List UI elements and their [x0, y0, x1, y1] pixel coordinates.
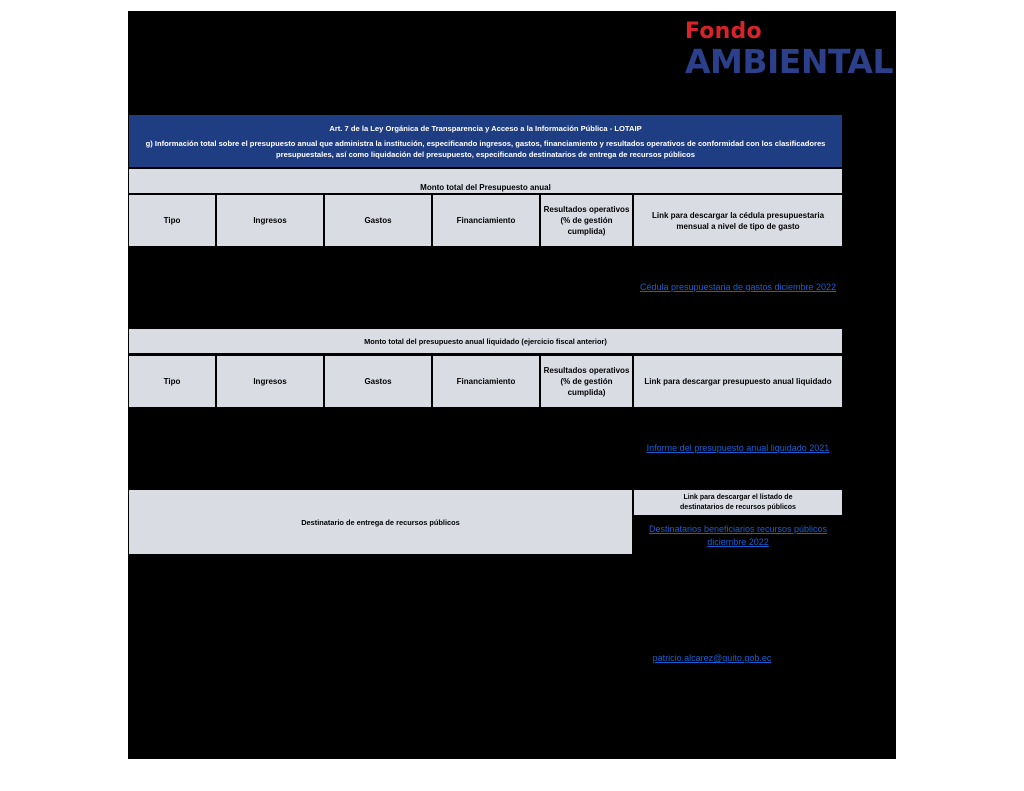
destinatarios-link[interactable]	[634, 523, 842, 549]
destinatarios-link-header	[634, 490, 842, 515]
section2-col-tipo: Tipo	[129, 356, 215, 407]
section1-col-financiamiento: Financiamiento	[433, 195, 539, 246]
section1-cedula-link[interactable]: Cédula presupuestaria de gastos diciembre 2022	[639, 282, 837, 292]
section1-col-gastos: Gastos	[325, 195, 431, 246]
header-subtitle-line1: g) Información total sobre el presupuesto anual que administra la institución, especificando ingresos, gastos, financiamiento y resultados operativos de conformidad con los clasificadores	[145, 138, 826, 148]
section1-col-link: Link para descargar la cédula presupuestaria mensual a nivel de tipo de gasto	[634, 195, 842, 246]
contact-email-link[interactable]: patricio.alcarez@quito.gob.ec	[652, 653, 772, 663]
section2-col-resultados: Resultados operativos (% de gestión cumplida)	[541, 356, 632, 407]
header-subtitle-line2: presupuestales, así como liquidación del presupuesto, especificando destinatarios de entrega de recursos públicos	[275, 149, 696, 159]
section1-col-ingresos: Ingresos	[217, 195, 323, 246]
destinatarios-link-line2: diciembre 2022	[707, 537, 769, 547]
logo-text-fondo: Fondo	[685, 19, 762, 44]
section2-col-link: Link para descargar presupuesto anual liquidado	[634, 356, 842, 407]
section1-col-tipo: Tipo	[129, 195, 215, 246]
section2-col-gastos: Gastos	[325, 356, 431, 407]
section2-informe-link[interactable]: Informe del presupuesto anual liquidado 2021	[646, 443, 830, 453]
section2-title: Monto total del presupuesto anual liquidado (ejercicio fiscal anterior)	[129, 329, 842, 353]
destinatarios-link-header-line1: Link para descargar el listado de	[683, 493, 793, 501]
logo-text-ambiental: AMBIENTAL	[685, 42, 893, 81]
document-page	[128, 11, 896, 759]
destinatarios-link-header-line2: destinatarios de recursos públicos	[680, 503, 796, 511]
lotaip-header	[129, 115, 842, 167]
header-title: Art. 7 de la Ley Orgánica de Transparencia y Acceso a la Información Pública - LOTAIP	[329, 123, 642, 133]
destinatarios-link-line1: Destinatarios beneficiarios recursos públicos	[648, 524, 828, 534]
section1-col-resultados: Resultados operativos (% de gestión cumplida)	[541, 195, 632, 246]
fondo-ambiental-logo	[685, 19, 893, 81]
section1-title: Monto total del Presupuesto anual	[129, 169, 842, 193]
section2-col-financiamiento: Financiamiento	[433, 356, 539, 407]
destinatario-label: Destinatario de entrega de recursos públicos	[129, 490, 632, 554]
section2-col-ingresos: Ingresos	[217, 356, 323, 407]
